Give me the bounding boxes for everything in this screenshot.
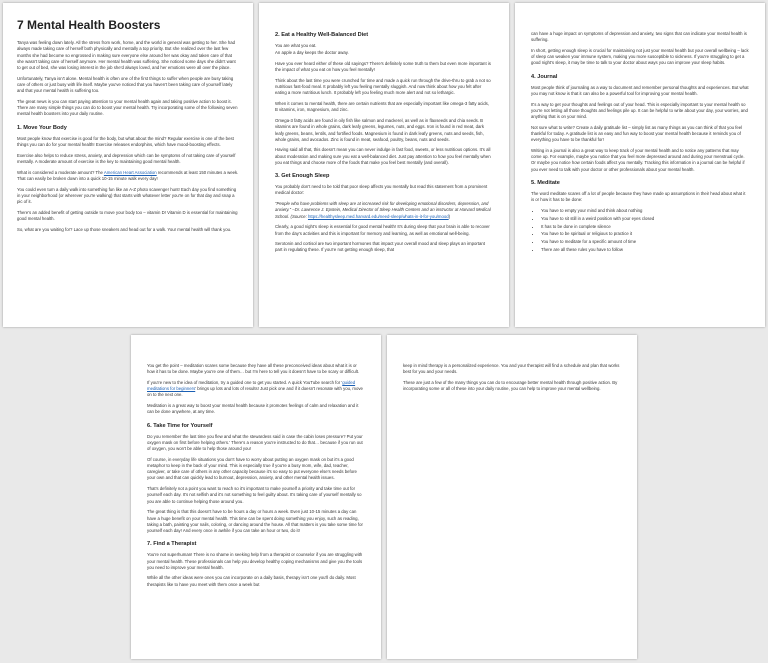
paragraph: You get the point – meditation scares some because they have all these preconceived ideas about what it is or how it has to be done. Maybe you're one of them… but I'm here to tell you it doesn't have to be scary or difficult. bbox=[147, 363, 360, 375]
paragraph: Omega-3 fatty acids are found in oily fish like salmon and mackerel, as well as in flaxseeds and chia seeds. B vitamins are found in whole grains, dark leafy greens, legumes, nuts, and eggs. Iron is found in red meat, dark leafy greens, beans, lentils, and fortified foods. Magnesium is found in dark leafy greens, nuts and seeds, fish, whole grains, and avocados. Zinc is found in meat, seafood, poultry, beans, nuts and seeds. bbox=[275, 118, 484, 142]
section-heading-journal: 4. Journal bbox=[531, 73, 558, 80]
paragraph: Most people think of journaling as a way to document and remember personal thoughts and experiences. But what you may not know is that it can also be a powerful tool for improving your mental health. bbox=[531, 84, 749, 96]
paragraph: While all the other ideas were ones you can incorporate on a daily basis, therapy isn't one you'll do daily. Most therapists like to have you meet with them once a week but bbox=[147, 575, 356, 587]
section-heading-healthy-diet: 2. Eat a Healthy Well-Balanced Diet bbox=[275, 32, 369, 38]
paragraph-aha bbox=[17, 170, 239, 182]
section-heading-sleep: 3. Get Enough Sleep bbox=[275, 173, 330, 180]
document-page-4 bbox=[131, 335, 381, 659]
list-item: • You have to sit still in a weird position with your eyes closed bbox=[541, 216, 749, 222]
paragraph: Meditation is a great way to boost your mental health because it promotes feelings of calm and relaxation and it can be done anywhere, at any time. bbox=[147, 403, 359, 415]
paragraph: Do you remember the last time you flew and what the stewardess said in case the cabin loses pressure? Put your oxygen mask on first before helping others.' There's a reason you're instructed to do that… because if you run out of oxygen, you won't be able to help those around you! bbox=[147, 433, 363, 452]
text: If you're new to the idea of meditation, try a guided one to get you started. A quick YouTube search for ' bbox=[147, 379, 343, 385]
paragraph: It's a way to get your thoughts and feelings out of your head. This is especially important to your mental health so you're not letting all those thoughts and feelings pile up. It can be helpful to write about your day, your worries, and anything that is on your mind. bbox=[531, 101, 748, 120]
paragraph: Serotonin and cortisol are two important hormones that impact your overall mood and sleep plays an important part in regulating these. If you're not getting enough sleep, that bbox=[275, 241, 485, 253]
paragraph: That's definitely not a point you want to reach so it's important to make yourself a priority and take time out for yourself each day. It's not selfish and it's not something to feel guilty about. It's taking care of yourself mentally so you are able to continue helping those around you. bbox=[147, 486, 362, 504]
list-item: • It has to be done in complete silence bbox=[541, 224, 749, 230]
text: ) bbox=[448, 213, 451, 219]
document-title: 7 Mental Health Boosters bbox=[17, 18, 161, 32]
list-item: • There are all these rules you have to follow bbox=[541, 247, 749, 253]
paragraph: You're not superhuman! There is no shame in seeking help from a therapist or counselor if you are struggling with your mental health. These professionals can help you develop healthy coping mechanisms and give you the tools you need to improve your mental health. bbox=[147, 552, 363, 570]
paragraph: can have a huge impact on symptoms of depression and anxiety, two signs that can indicate your mental health is suffering. bbox=[531, 31, 747, 43]
paragraph: Not sure what to write? Create a daily gratitude list – simply list as many things as you can think of that you feel thankful for today. A gratitude list is an easy and fun way to boost your mental health because it reminds you of everything you have to be thankful for! bbox=[531, 124, 743, 143]
paragraph: keep in mind therapy is a personalized experience. You and your therapist will find a schedule and plan that works best for you and your needs. bbox=[403, 363, 620, 375]
paragraph: Unfortunately, Tanya isn't alone. Mental health is often one of the first things to suffer when people are busy taking care of others or just busy with life itself. Maybe you've noticed that you haven't been taking care of yourself lately and that your mental health is suffering too. bbox=[17, 75, 234, 94]
meditation-myths-list bbox=[531, 208, 749, 253]
section-heading-time-for-yourself: 6. Take Time for Yourself bbox=[147, 422, 213, 429]
paragraph-youtube bbox=[147, 380, 365, 399]
american-heart-association-link[interactable]: American Heart Association bbox=[103, 169, 157, 175]
list-item: • You have to meditate for a specific amount of time bbox=[541, 239, 749, 245]
paragraph: Think about the last time you were crunched for time and made a quick run through the drive-thru to grab a not so nutritious fast-food meal. It probably left you feeling mentally sluggish. And now think about how you felt after eating a more nutritious lunch. It probably left you feeling much more alert and not so lethargic. bbox=[275, 77, 491, 96]
paragraph: Writing in a journal is also a great way to keep track of your mental health and to notice any patterns that may come up. For example, maybe you notice that you feel more depressed around and during your menstrual cycle. Or maybe you notice how certain foods affect you mentally. Tracking this information in a journal can be helpful if you ever need to talk with your doctor or other professionals about your mental health. bbox=[531, 147, 745, 172]
guided-meditations-link[interactable]: guided meditations for beginners bbox=[147, 379, 356, 392]
paragraph: An apple a day keeps the doctor away. bbox=[275, 50, 349, 56]
paragraph: Tanya was feeling down lately. All the stress from work, home, and the world in general was getting to her. She had always made taking care of herself both physically and mentally a top priority. But she realized over the last few months she had become so engrossed in making sure everyone else around her was okay and taken care of that she wasn't taking care of herself anymore. Her mental health was suffering. She noticed some days she didn't want to get out of bed, she was losing interest in the job she'd always loved, and her emotions were all over the place. bbox=[17, 40, 236, 71]
paragraph: You could even turn a daily walk into something fun like an A-Z photo scavenger hunt! Each day you find something in your neighborhood (or wherever you're walking) that starts with whatever letter you're on for that day and snap a pic of it. bbox=[17, 186, 237, 204]
paragraph: Have you ever heard either of these old sayings? There's definitely some truth to them but even more important is the impact of what you eat on how you feel mentally! bbox=[275, 61, 491, 73]
paragraph: The great news is you can start paying attention to your mental health again and taking positive action to boost it. There are many simple things you can do to boost your mental health. Try incorporating some of the following seven mental health boosters into your daily routine. bbox=[17, 98, 238, 117]
document-page-5 bbox=[387, 335, 637, 659]
text: What is considered a moderate amount? The bbox=[17, 169, 104, 175]
text: recommends at least 150 minutes a week. That can easily be broken down into a quick 10-15 minute walk every day! bbox=[17, 169, 239, 181]
list-item: • You have to be spiritual or religious to practice it bbox=[541, 231, 749, 237]
paragraph: Exercise also helps to reduce stress, anxiety, and depression which can be symptoms of not taking care of yourself mentally. A moderate amount of exercise is the key to maintaining good mental health. bbox=[17, 152, 236, 164]
paragraph: There's an added benefit of getting outside to move your body too – vitamin D! Vitamin D is essential for maintaining good mental health. bbox=[17, 209, 238, 221]
section-heading-find-therapist: 7. Find a Therapist bbox=[147, 541, 197, 548]
text: ' brings up lots and lots of results! Just pick one and if it doesn't resonate with you, move on to the next one. bbox=[147, 386, 363, 398]
paragraph: You are what you eat. bbox=[275, 43, 317, 49]
paragraph: You probably don't need to be told that poor sleep affects you mentally but read this statement from a prominent medical doctor: bbox=[275, 184, 488, 196]
paragraph: Of course, in everyday life situations you don't have to worry about putting an oxygen mask on but it's a good metaphor to keep in the back of your mind. This is especially true if you're a busy mom, wife, dad, teacher, caregiver, or take care of others in any other capacity because it's so easy to put everyone else's needs before your own and that can quickly lead to burnout, depression, anxiety, and other mental health issues. bbox=[147, 456, 357, 481]
section-heading-move-your-body: 1. Move Your Body bbox=[17, 124, 67, 131]
section-heading-meditate: 5. Meditate bbox=[531, 179, 560, 186]
document-page-3 bbox=[515, 3, 765, 327]
paragraph: The word meditate scares off a lot of people because they have made up assumptions in their head about what it is or how it has to be done: bbox=[531, 190, 746, 203]
document-page-1 bbox=[3, 3, 253, 327]
paragraph: Most people know that exercise is good for the body, but what about the mind? Regular exercise is one of the best things you can do for your mental health! Exercise releases endorphins, which have mood-boosting effects. bbox=[17, 135, 234, 147]
paragraph: Clearly, a good night's sleep is essential for good mental health! It's during sleep that your brain is able to recover from the day's activities and this is important for memory and learning, as well as emotional well-being. bbox=[275, 224, 490, 236]
quote-text: "People who have problems with sleep are at increased risk for developing emotional disorders, depression, and anxiety." –Dr. Lawrence J. Epstein, Medical Director of Sleep Health Centers and an instructor at Harvard Medical School. (Source: bbox=[275, 201, 491, 219]
paragraph: Having said all that, this doesn't mean you can never indulge in fast food, sweets, or less nutritious options. It's all about moderation and making sure you eat a well-balanced diet. Just pay attention to how you feel mentally when you eat things and choose more of the foods that make you feel best mentally (and overall). bbox=[275, 147, 491, 165]
quote-paragraph bbox=[275, 201, 493, 220]
document-page-2 bbox=[259, 3, 509, 327]
paragraph: So, what are you waiting for? Lace up those sneakers and head out for a walk. Your mental health will thank you. bbox=[17, 226, 232, 232]
paragraph: The great thing is that this doesn't have to be hours a day or hours a week. Even just 10-15 minutes a day can have a huge benefit on your mental health. This time can be spent doing something you enjoy, such as reading, taking a bath, painting your nails, coloring, or dancing around the house. All that matters is you take some time for yourself each day! And every once in awhile if you can take an hour or two, do it! bbox=[147, 509, 363, 533]
list-item: • You have to empty your mind and think about nothing bbox=[541, 208, 749, 214]
paragraph: When it comes to mental health, there are certain nutrients that are especially important like omega-3 fatty acids, B vitamins, iron, magnesium, and zinc. bbox=[275, 101, 489, 113]
paragraph: These are just a few of the many things you can do to encourage better mental health through positive action. By incorporating some or all of these into your daily routine, you can help to improve your mental wellbeing. bbox=[403, 379, 618, 392]
paragraph: In short, getting enough sleep is crucial for maintaining not just your mental health but your overall wellbeing – lack of sleep can weaken your immune system, making you more susceptible to sickness. If you're struggling to get a good night's sleep, it may be time to talk to your doctor about ways you can improve your sleep habits. bbox=[531, 47, 749, 66]
harvard-sleep-link[interactable]: https://healthysleep.med.harvard.edu/need-sleep/whats-in-it-for-you/mood bbox=[307, 213, 449, 219]
